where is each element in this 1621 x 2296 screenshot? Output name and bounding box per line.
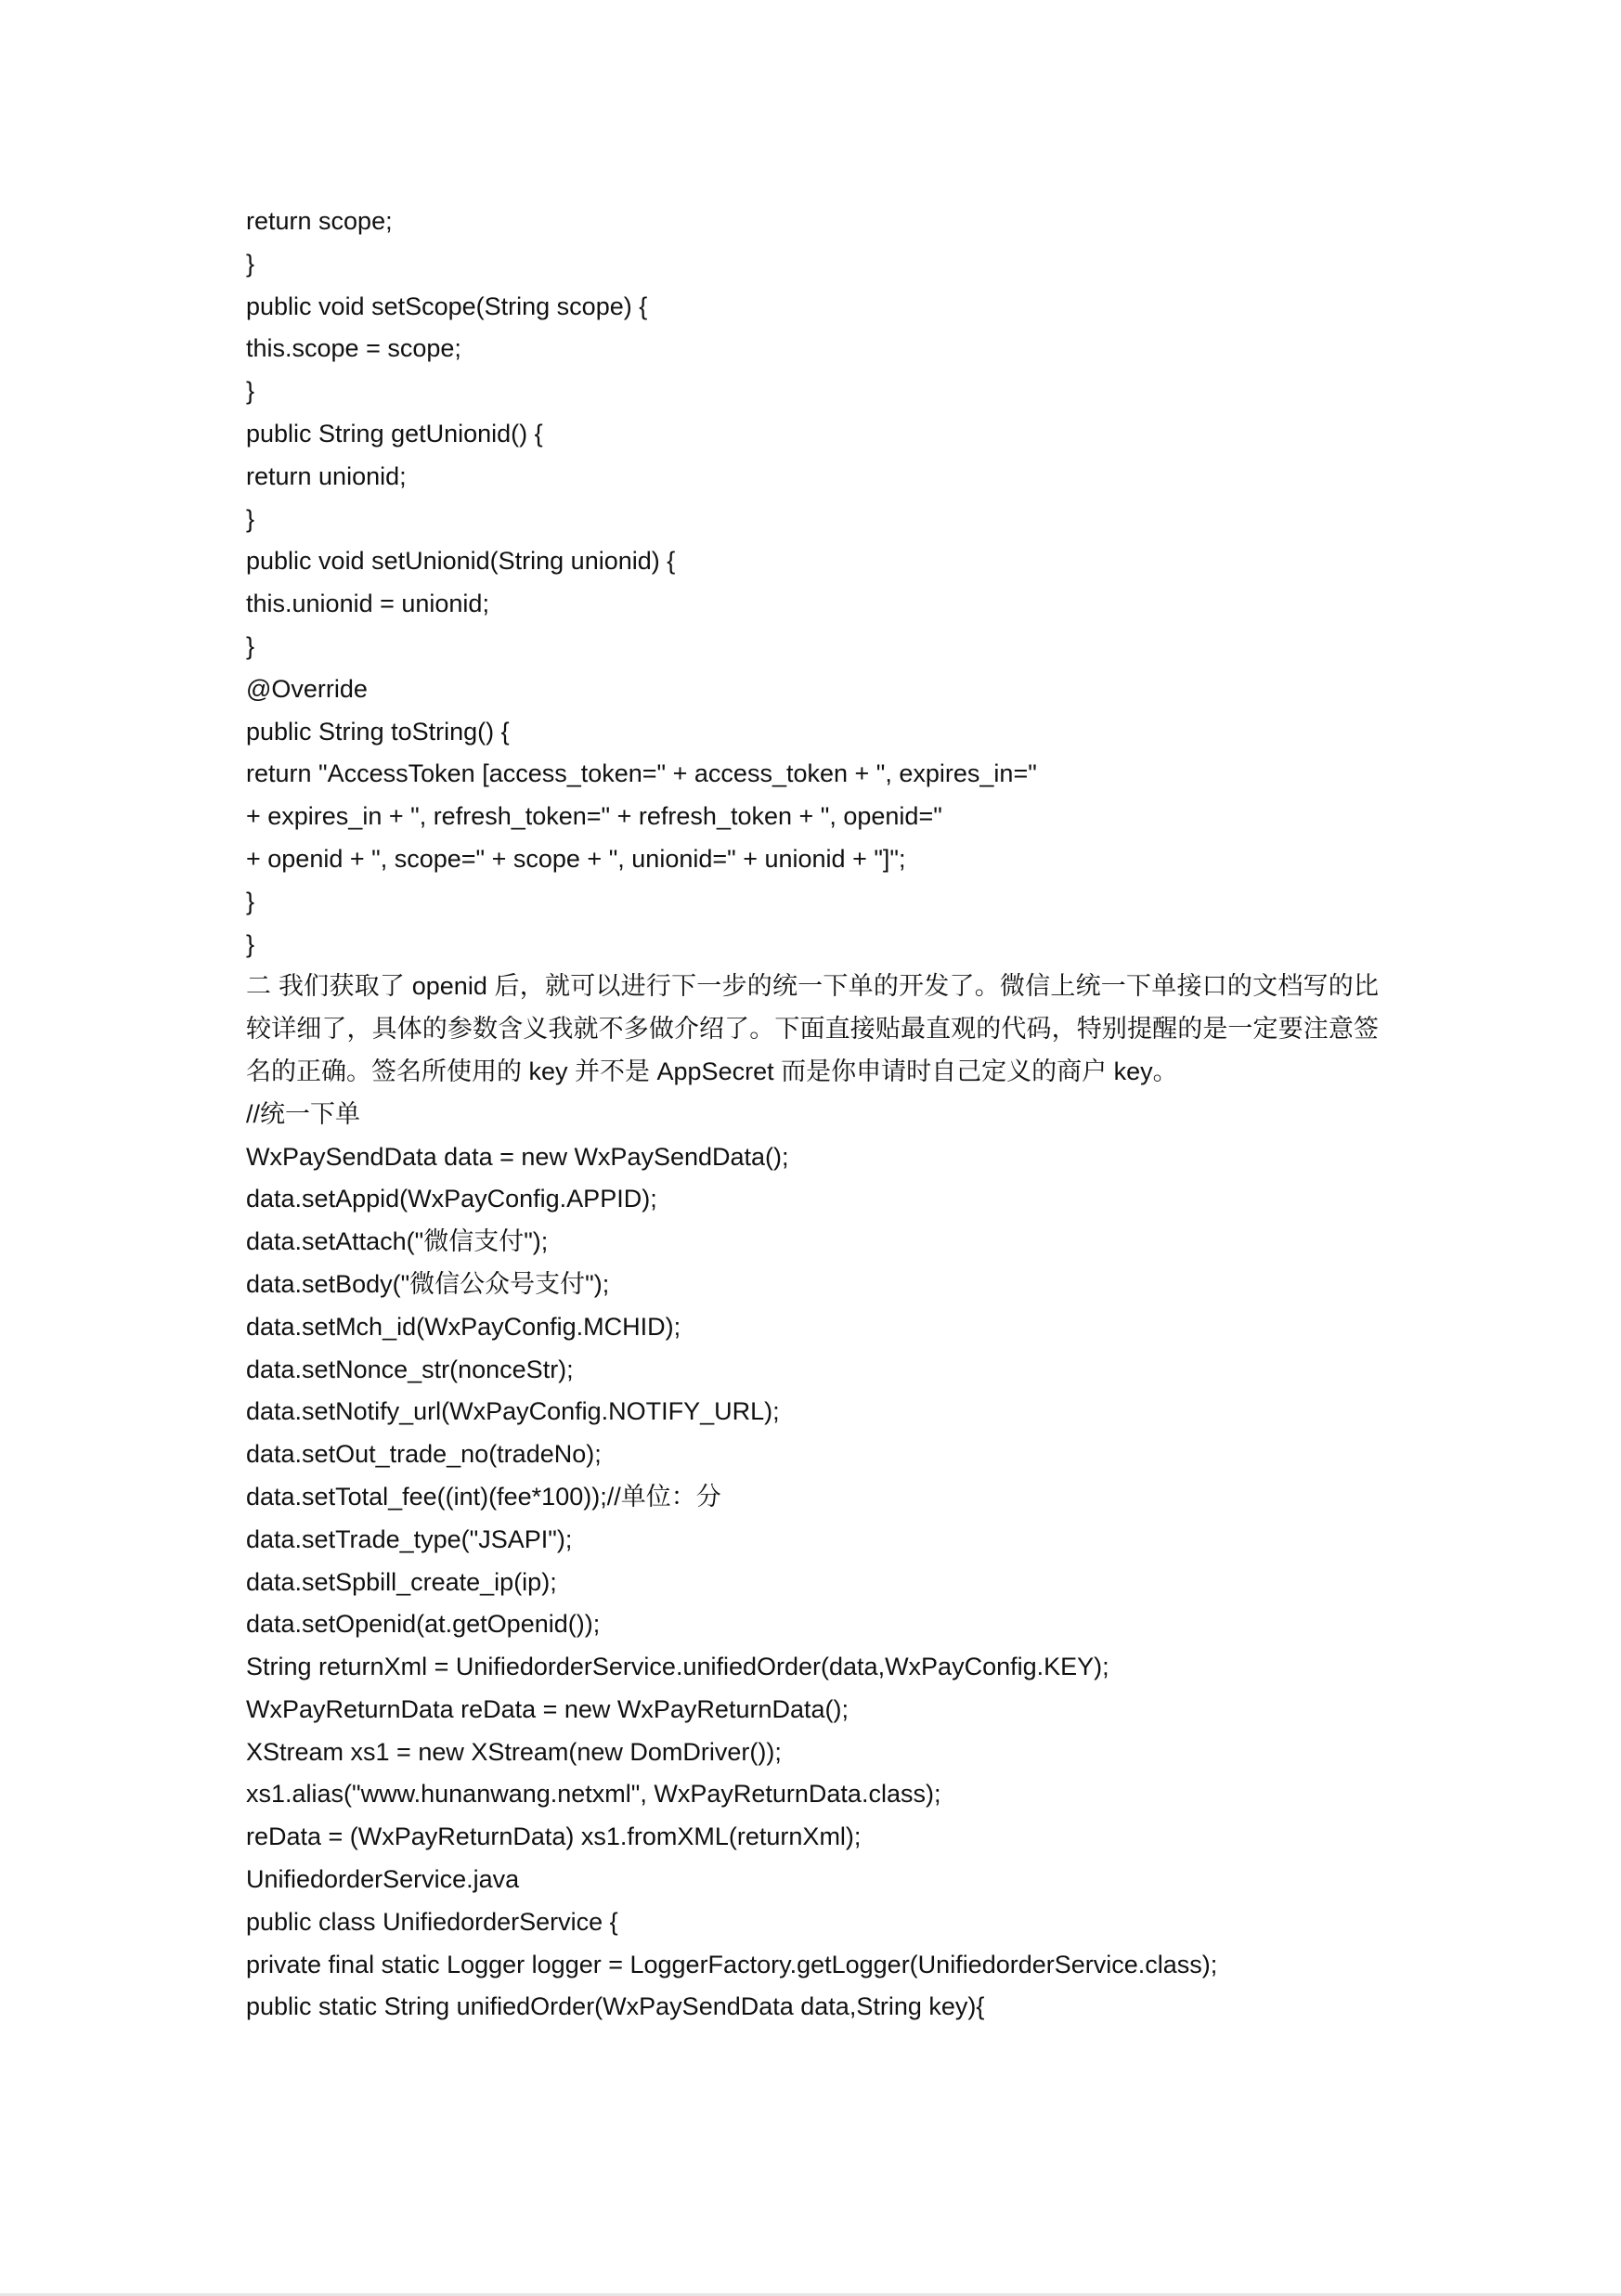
code-line: return "AccessToken [access_token=" + access_token + ", expires_in=" [246, 759, 1037, 788]
code-line: data.setAttach("微信支付"); [246, 1227, 549, 1256]
code-line: return unionid; [246, 461, 407, 490]
code-line: data.setMch_id(WxPayConfig.MCHID); [246, 1312, 681, 1341]
code-line: public void setUnionid(String unionid) { [246, 547, 676, 576]
code-line: String returnXml = UnifiedorderService.unifiedOrder(data,WxPayConfig.KEY); [246, 1653, 1109, 1681]
code-line: } [246, 377, 255, 406]
explanation-paragraph: 二 我们获取了 openid 后，就可以进行下一步的统一下单的开发了。微信上统一下单接口的文档写的比较详细了，具体的参数含义我就不多做介绍了。下面直接贴最直观的代码，特别提醒的是一定要注意签名的正确。签名所使用的 key 并不是 AppSecret 而是你申请时自己定义的商户 key。 [246, 972, 1379, 1085]
code-line: data.setOut_trade_no(tradeNo); [246, 1440, 602, 1469]
code-line: } [246, 631, 255, 660]
code-line: data.setBody("微信公众号支付"); [246, 1269, 610, 1298]
code-line: public class UnifiedorderService { [246, 1907, 618, 1936]
code-line: data.setOpenid(at.getOpenid()); [246, 1610, 601, 1639]
code-block-getters-setters [246, 201, 1379, 966]
code-line: + openid + ", scope=" + scope + ", unionid=" + unionid + "]"; [246, 844, 906, 873]
document-body [246, 201, 1379, 2029]
code-line: data.setNotify_url(WxPayConfig.NOTIFY_URL); [246, 1397, 780, 1426]
code-line: data.setTrade_type("JSAPI"); [246, 1524, 573, 1553]
code-line: this.scope = scope; [246, 334, 461, 363]
code-line: } [246, 249, 255, 278]
code-line: public static String unifiedOrder(WxPaySendData data,String key){ [246, 1992, 985, 2021]
code-file-name: UnifiedorderService.java [246, 1865, 520, 1894]
code-line: return scope; [246, 207, 393, 235]
code-line: @Override [246, 674, 368, 703]
code-line: data.setTotal_fee((int)(fee*100));//单位：分 [246, 1482, 721, 1511]
code-line: reData = (WxPayReturnData) xs1.fromXML(returnXml); [246, 1823, 862, 1851]
code-line: private final static Logger logger = LoggerFactory.getLogger(UnifiedorderService.class); [246, 1950, 1218, 1978]
code-line: } [246, 929, 255, 958]
code-line: } [246, 887, 255, 915]
code-line: data.setNonce_str(nonceStr); [246, 1355, 574, 1383]
code-line: WxPayReturnData reData = new WxPayReturnData(); [246, 1694, 849, 1723]
code-block-unified-order [246, 1094, 1379, 2030]
code-line: data.setAppid(WxPayConfig.APPID); [246, 1185, 657, 1213]
code-line: xs1.alias("www.hunanwang.netxml", WxPayReturnData.class); [246, 1780, 941, 1809]
code-line: public String toString() { [246, 717, 510, 746]
code-line: public void setScope(String scope) { [246, 292, 648, 320]
code-line: this.unionid = unionid; [246, 590, 489, 618]
code-line: WxPaySendData data = new WxPaySendData(); [246, 1142, 789, 1171]
code-line: } [246, 504, 255, 533]
code-line: XStream xs1 = new XStream(new DomDriver()); [246, 1737, 782, 1766]
code-comment-line: //统一下单 [246, 1099, 361, 1128]
code-line: data.setSpbill_create_ip(ip); [246, 1567, 557, 1596]
code-line: public String getUnionid() { [246, 419, 543, 448]
code-line: + expires_in + ", refresh_token=" + refresh_token + ", openid=" [246, 802, 942, 831]
